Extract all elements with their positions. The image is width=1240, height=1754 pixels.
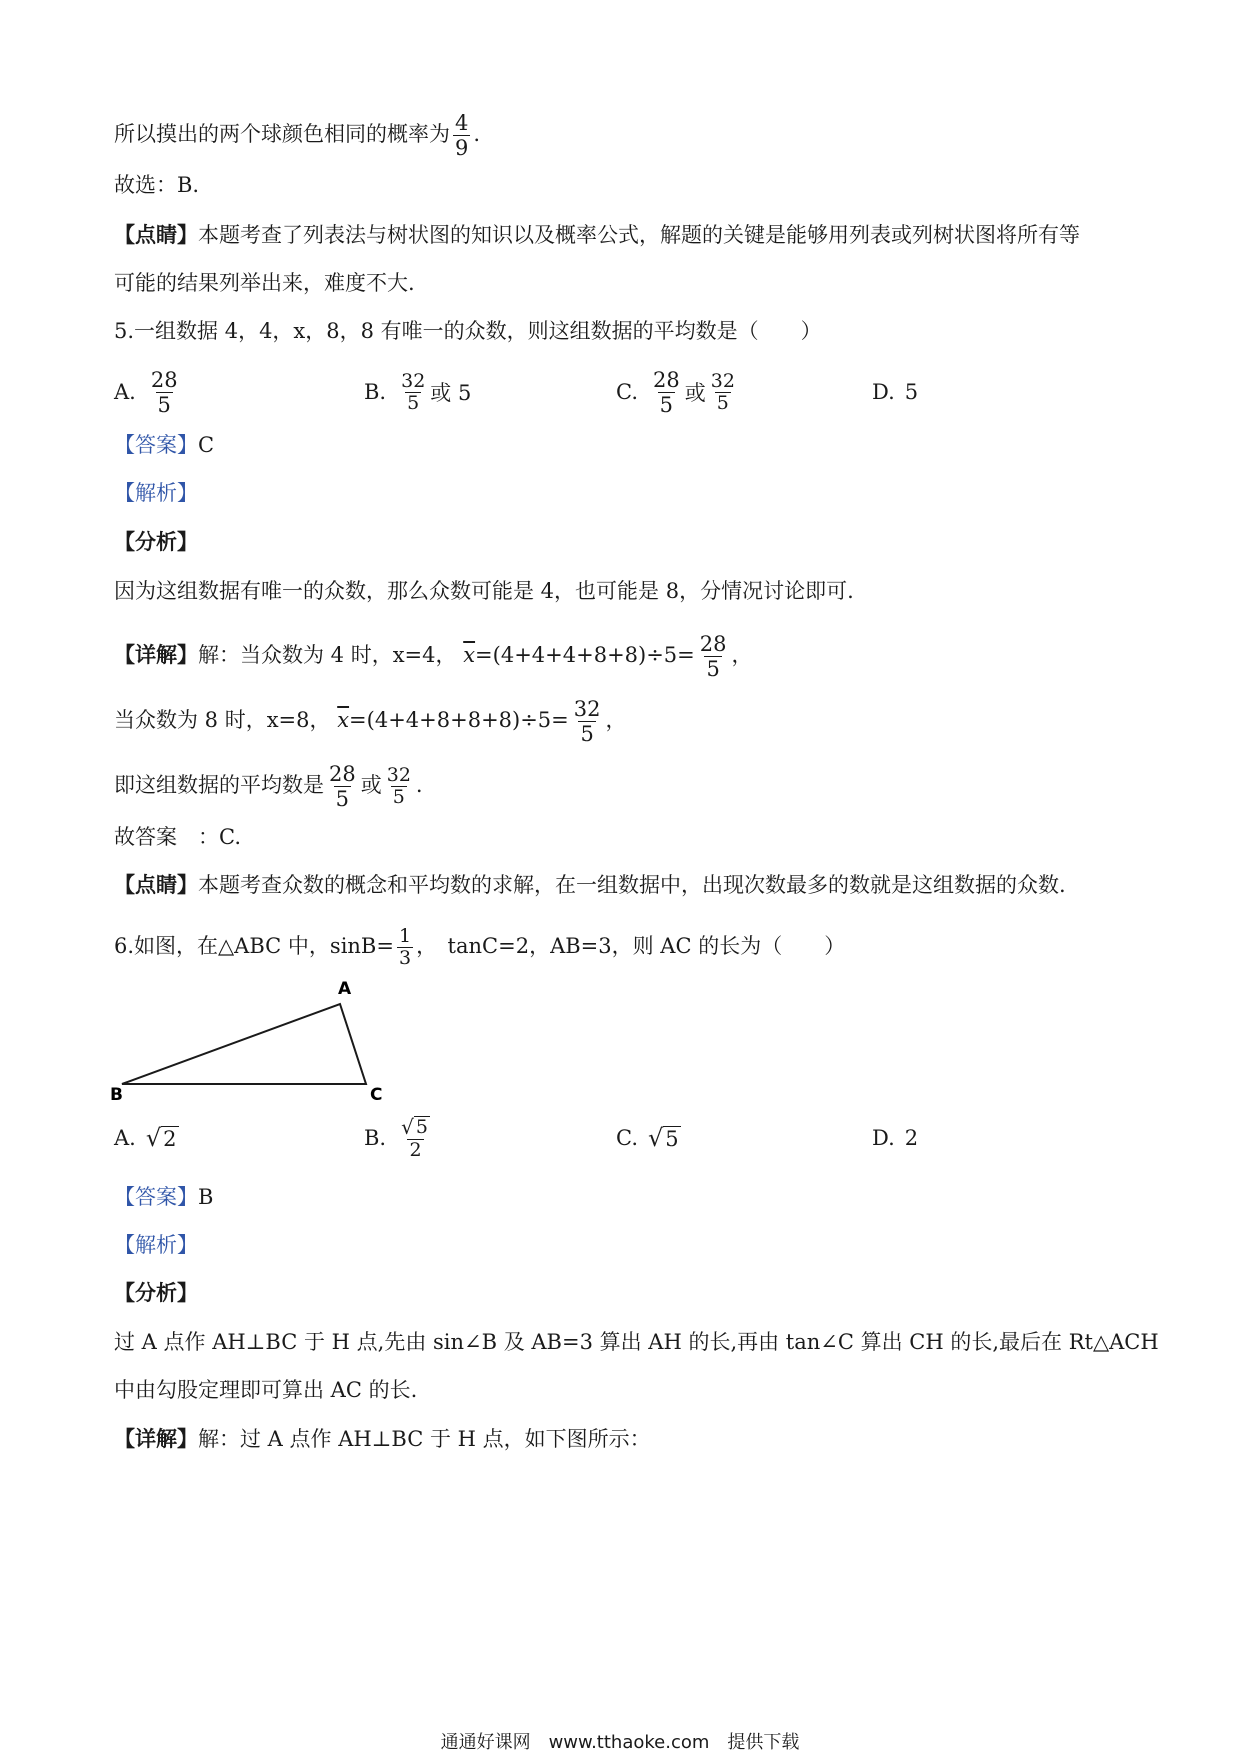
choice-line: 故选：B. [114,173,200,197]
question-6-options [114,1108,1114,1168]
dianjing-line: 【点睛】本题考查了列表法与树状图的知识以及概率公式，解题的关键是能够用列表或列树状图将所有等 [114,222,1080,247]
fenxi-tag: 【分析】 [114,529,198,554]
triangle-abc [122,1004,366,1084]
vertex-b-label: B [110,1085,123,1102]
option-d[interactable]: D. 2 [872,1126,919,1150]
fraction: $\frac{4}{9}$ [455,111,469,160]
detail-line-1: 【详解】解：当众数为 4 时，x=4， $\overline{x}=(4+4+4+8+8)\div 5=$ $\frac{28}{5}$ ， [114,632,753,681]
fenxi-text-1: 过 A 点作 AH⊥BC 于 H 点,先由 sin∠B 及 AB=3 算出 AH 的长,再由 tan∠C 算出 CH 的长,最后在 Rt△ACH [114,1330,1159,1354]
fenxi-text-2: 中由勾股定理即可算出 AC 的长. [114,1378,418,1402]
detail-line-2: 当众数为 8 时，x=8， $\overline{x}=(4+4+8+8+8)\div 5=$ $\frac{32}{5}$ ， [114,697,627,746]
option-c[interactable]: C. √ 5 [616,1124,679,1152]
option-c[interactable]: C. $\frac{28}{5}$ 或 $\frac{32}{5}$ [616,367,735,417]
analysis-tag: 【解析】 [114,1233,198,1257]
triangle-figure [100,972,400,1102]
detail-line: 【详解】解：过 A 点作 AH⊥BC 于 H 点，如下图所示： [114,1426,651,1451]
question-5-options [114,362,1114,422]
conclusion-line: 故答案 ：C. [114,825,241,849]
option-a[interactable]: A. $\frac{28}{5}$ [114,367,178,417]
detail-line-3: 即这组数据的平均数是 $\frac{28}{5}$ 或 $\frac{32}{5}$ . [114,762,423,811]
answer-line: 【答案】B [114,1185,214,1209]
fenxi-text: 因为这组数据有唯一的众数，那么众数可能是 4，也可能是 8，分情况讨论即可. [114,579,854,603]
answer-line: 【答案】C [114,433,215,457]
probability-conclusion: 所以摸出的两个球颜色相同的概率为 $\frac{4}{9}$ . [114,111,481,160]
option-d[interactable]: D. 5 [872,380,919,404]
footer-watermark: 通通好课网 www.tthaoke.com 提供下载 [440,1732,800,1753]
question-5-stem: 5.一组数据 4，4，x，8，8 有唯一的众数，则这组数据的平均数是（ ） [114,319,822,343]
option-b[interactable]: B. √ 5 2 [364,1114,428,1161]
vertex-c-label: C [370,1085,383,1102]
dianjing-q5: 【点睛】本题考查众数的概念和平均数的求解，在一组数据中，出现次数最多的数就是这组数据的众数. [114,872,1066,897]
option-a[interactable]: A. √ 2 [114,1124,177,1152]
option-b[interactable]: B. $\frac{32}{5}$ 或 5 [364,369,472,414]
question-6-stem: 6.如图，在△ABC 中，sinB= $\frac{1}{3}$ ， tanC=2，AB=3，则 AC 的长为（ ） [114,925,846,969]
dianjing-line-cont: 可能的结果列举出来，难度不大. [114,271,415,295]
vertex-a-label: A [338,979,352,999]
analysis-tag: 【解析】 [114,481,198,505]
fenxi-tag: 【分析】 [114,1280,198,1305]
